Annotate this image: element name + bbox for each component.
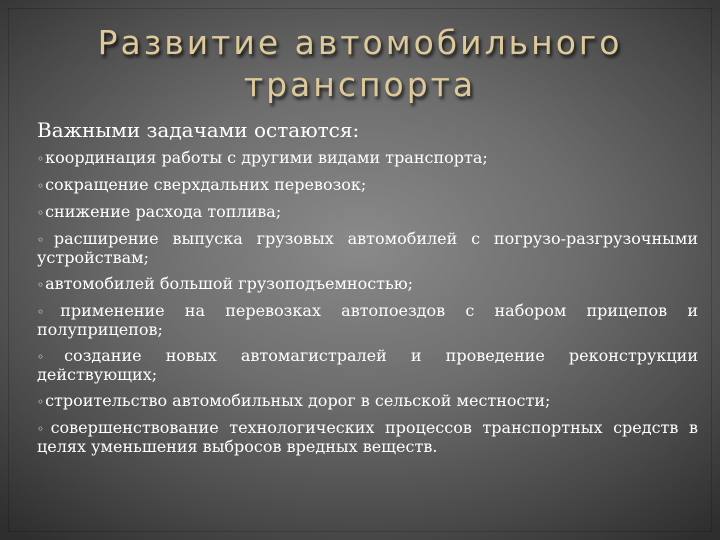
slide-content: [37, 118, 698, 464]
title-line-2: транспорта: [243, 65, 477, 104]
list-item: [37, 176, 698, 195]
bullet-icon: ◦: [37, 395, 45, 409]
list-item: [37, 149, 698, 168]
title-line-1: Развитие автомобильного: [97, 23, 623, 62]
bullet-icon: ◦: [37, 206, 45, 220]
slide-title: [0, 22, 720, 106]
bullet-icon: ◦: [37, 278, 45, 292]
bullet-icon: ◦: [37, 179, 45, 193]
content-heading: Важными задачами остаются:: [37, 118, 360, 142]
bullet-icon: ◦: [37, 422, 50, 436]
list-item-text: сокращение сверхдальних перевозок;: [45, 175, 367, 194]
list-item-text: координация работы с другими видами транспорта;: [45, 148, 488, 167]
list-item-text: применение на перевозках автопоездов с набором прицепов и полуприцепов;: [37, 301, 698, 339]
list-item-text: автомобилей большой грузоподъемностью;: [45, 274, 414, 293]
list-item: [37, 419, 698, 456]
list-item-text: снижение расхода топлива;: [45, 202, 282, 221]
bullet-icon: ◦: [37, 152, 45, 166]
bullet-icon: ◦: [37, 350, 64, 364]
list-item: [37, 230, 698, 267]
list-item-text: совершенствование технологических процессов транспортных средств в целях уменьшения выбросов вредных веществ.: [37, 418, 698, 456]
list-item: [37, 347, 698, 384]
list-item: [37, 302, 698, 339]
list-item-text: создание новых автомагистралей и проведение реконструкции действующих;: [37, 346, 699, 384]
bullet-icon: ◦: [37, 233, 53, 247]
list-item: [37, 275, 698, 294]
list-item: [37, 203, 698, 222]
list-item-text: строительство автомобильных дорог в сельской местности;: [45, 391, 551, 410]
list-item-text: расширение выпуска грузовых автомобилей с погрузо-разгрузочными устройствам;: [37, 229, 698, 267]
list-item: [37, 392, 698, 411]
bullet-icon: ◦: [37, 305, 60, 319]
bullet-list: [37, 149, 698, 456]
